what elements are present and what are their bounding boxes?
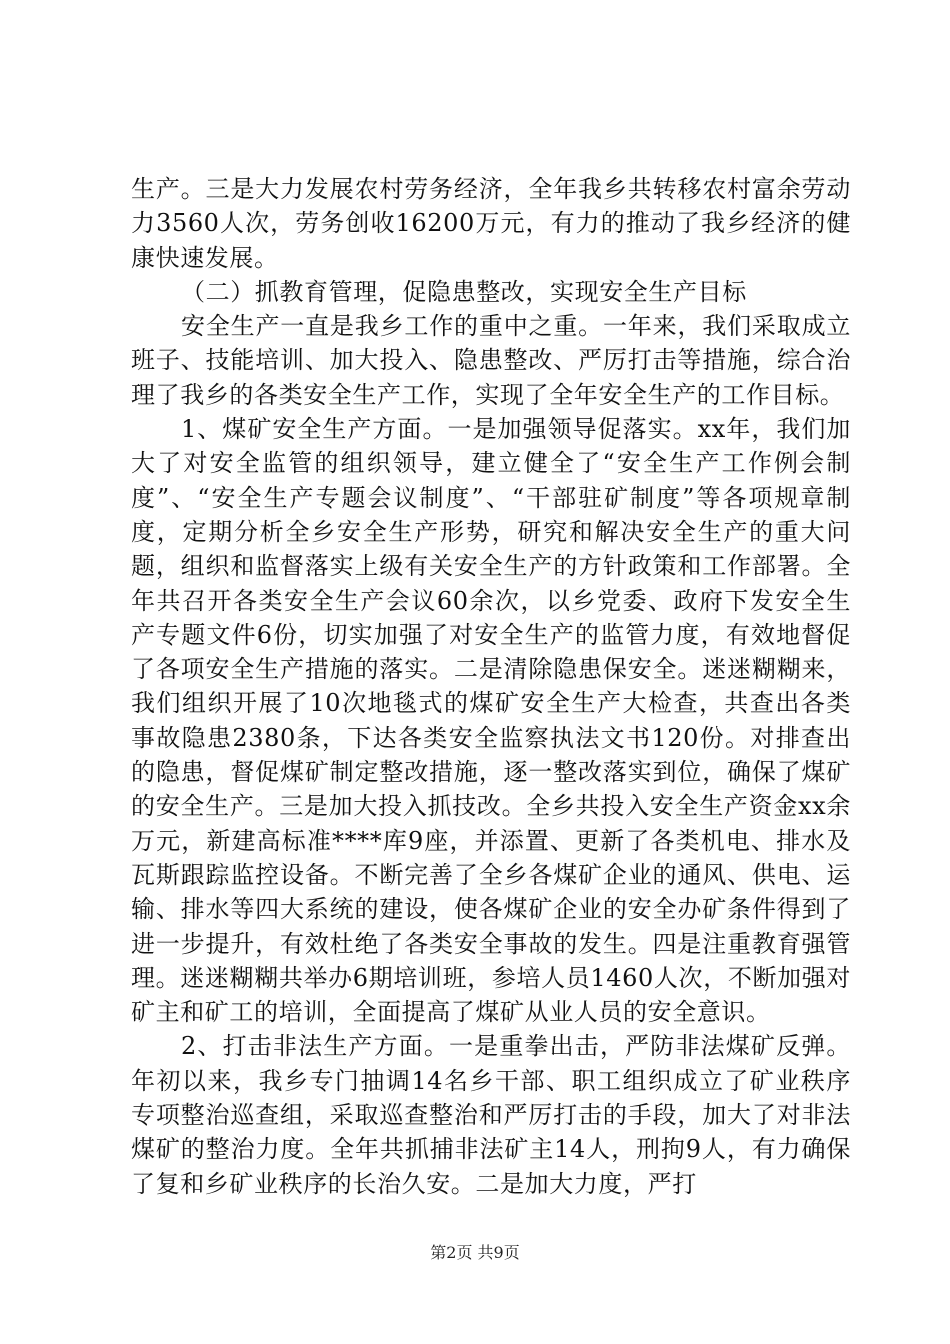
- page-number-footer: 第2页 共9页: [430, 1243, 520, 1262]
- paragraph-continuation: 生产。三是大力发展农村劳务经济，全年我乡共转移农村富余劳动力3560人次，劳务创收16200万元，有力的推动了我乡经济的健康快速发展。: [131, 175, 851, 272]
- section-heading: （二）抓教育管理，促隐患整改，实现安全生产目标: [181, 277, 747, 306]
- document-body: [131, 172, 851, 1201]
- paragraph-illegal-production: 2、打击非法生产方面。一是重拳出击，严防非法煤矿反弹。年初以来，我乡专门抽调14名乡干部、职工组织成立了矿业秩序专项整治巡查组，采取巡查整治和严厉打击的手段，加大了对非法煤矿的整治力度。全年共抓捕非法矿主14人，刑拘9人，有力确保了复和乡矿业秩序的长治久安。二是加大力度，严打: [131, 1032, 851, 1198]
- paragraph-intro: 安全生产一直是我乡工作的重中之重。一年来，我们采取成立班子、技能培训、加大投入、隐患整改、严厉打击等措施，综合治理了我乡的各类安全生产工作，实现了全年安全生产的工作目标。: [131, 312, 851, 409]
- paragraph-coal-mine-safety: 1、煤矿安全生产方面。一是加强领导促落实。xx年，我们加大了对安全监管的组织领导，建立健全了“安全生产工作例会制度”、“安全生产专题会议制度”、“干部驻矿制度”等各项规章制度，定期分析全乡安全生产形势，研究和解决安全生产的重大问题，组织和监督落实上级有关安全生产的方针政策和工作部署。全年共召开各类安全生产会议60余次，以乡党委、政府下发安全生产专题文件6份，切实加强了对安全生产的监管力度，有效地督促了各项安全生产措施的落实。二是清除隐患保安全。迷迷糊糊来，我们组织开展了10次地毯式的煤矿安全生产大检查，共查出各类事故隐患2380条，下达各类安全监察执法文书120份。对排查出的隐患，督促煤矿制定整改措施，逐一整改落实到位，确保了煤矿的安全生产。三是加大投入抓技改。全乡共投入安全生产资金xx余万元，新建高标准****库9座，并添置、更新了各类机电、排水及瓦斯跟踪监控设备。不断完善了全乡各煤矿企业的通风、供电、运输、排水等四大系统的建设，使各煤矿企业的安全办矿条件得到了进一步提升，有效杜绝了各类安全事故的发生。四是注重教育强管理。迷迷糊糊共举办6期培训班，参培人员1460人次，不断加强对矿主和矿工的培训，全面提高了煤矿从业人员的安全意识。: [131, 415, 851, 1027]
